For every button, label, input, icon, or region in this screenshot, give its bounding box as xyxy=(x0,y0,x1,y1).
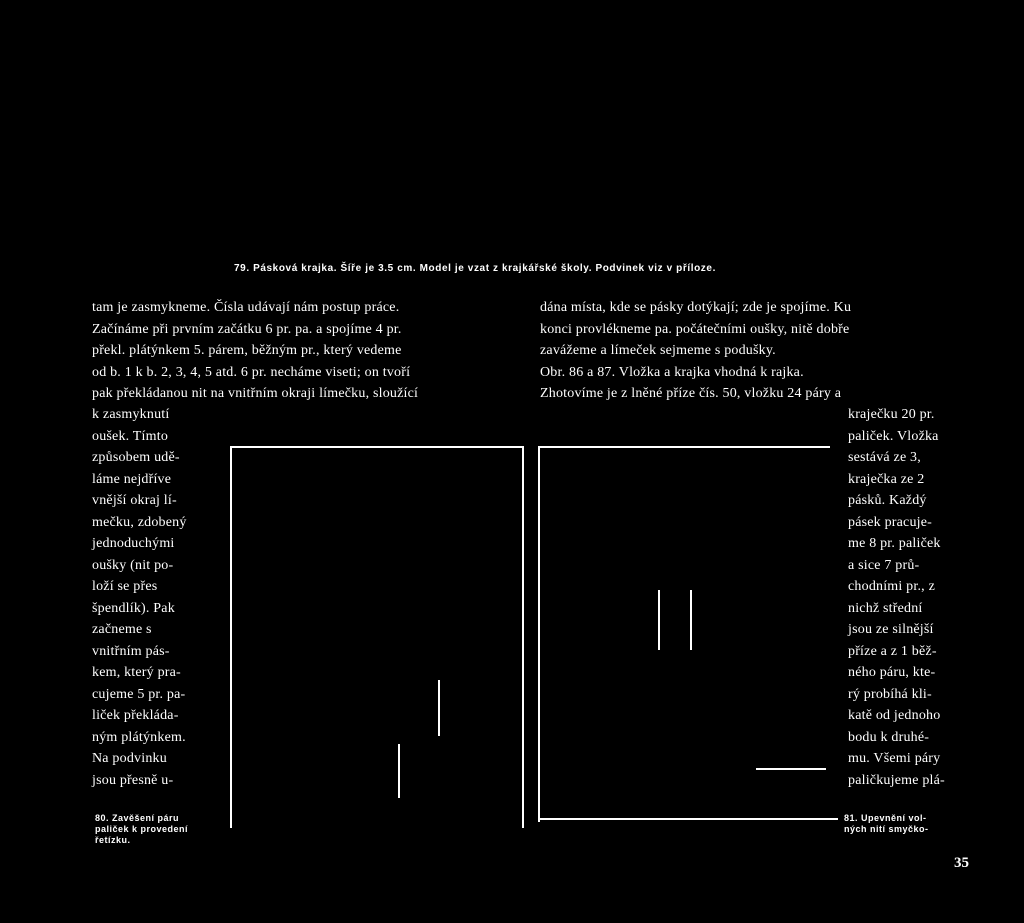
text-line: bodu k druhé- xyxy=(848,729,930,745)
text-line: dána místa, kde se pásky dotýkají; zde je spojíme. Ku xyxy=(540,300,852,315)
text-line: jsou ze silnější xyxy=(848,622,934,637)
figure-81-base xyxy=(538,818,838,820)
text-line: konci provlékneme pa. počátečními oušky, nitě dobře xyxy=(540,321,850,337)
figure-81-frame xyxy=(538,446,830,822)
text-line: kem, který pra- xyxy=(92,665,181,680)
text-line: ným plátýnkem. xyxy=(92,729,186,745)
text-line: pak překládanou nit na vnitřním okraji límečku, sloužící xyxy=(92,386,419,401)
figure-81-tick xyxy=(756,768,826,770)
text-line: Obr. 86 a 87. Vložka a krajka vhodná k rajka. xyxy=(540,364,804,380)
text-column-right xyxy=(848,404,982,791)
figure-80-thread xyxy=(438,680,440,736)
text-line: příze a z 1 běž- xyxy=(848,643,937,659)
text-line: zavážeme a límeček sejmeme s podušky. xyxy=(540,343,776,358)
text-line: cujeme 5 pr. pa- xyxy=(92,686,186,702)
text-line: Začínáme při prvním začátku 6 pr. pa. a spojíme 4 pr. xyxy=(92,321,402,337)
text-line: tam je zasmykneme. Čísla udávají nám postup práce. xyxy=(92,300,400,315)
figure-80-frame xyxy=(230,446,524,828)
text-line: katě od jednoho xyxy=(848,708,941,723)
figure-caption-81 xyxy=(844,813,929,835)
text-block-top-left xyxy=(92,297,524,405)
text-line: ného páru, kte- xyxy=(848,665,936,680)
text-line: pásků. Každý xyxy=(848,493,927,508)
text-line: liček překláda- xyxy=(92,708,179,723)
text-line: kraječka ze 2 xyxy=(848,471,925,487)
figure-80-thread xyxy=(398,744,400,798)
text-line: láme nejdříve xyxy=(92,471,172,487)
text-line: k zasmyknutí xyxy=(92,407,170,422)
text-line: pásek pracuje- xyxy=(848,514,933,530)
text-line: paličkujeme plá- xyxy=(848,772,945,788)
text-line: nichž střední xyxy=(848,600,923,616)
text-column-left xyxy=(92,404,218,791)
text-line: vnitřním pás- xyxy=(92,643,170,659)
text-line: rý probíhá kli- xyxy=(848,686,932,702)
page-number: 35 xyxy=(954,855,969,871)
caption-line: paliček k provedení xyxy=(95,824,189,834)
figure-caption-79: 79. Pásková krajka. Šíře je 3.5 cm. Model je vzat z krajkářské školy. Podvinek viz v příloze. xyxy=(234,263,716,274)
caption-line: ných nití smyčko- xyxy=(844,824,929,834)
text-line: mečku, zdobený xyxy=(92,514,187,530)
text-line: překl. plátýnkem 5. párem, běžným pr., který vedeme xyxy=(92,343,402,358)
text-line: chodními pr., z xyxy=(848,579,935,594)
text-line: způsobem udě- xyxy=(92,450,180,465)
text-line: oušek. Tímto xyxy=(92,428,169,444)
text-line: kraječku 20 pr. xyxy=(848,407,935,422)
text-line: me 8 pr. paliček xyxy=(848,536,941,551)
caption-line: 81. Upevnění vol- xyxy=(844,813,927,823)
text-line: paliček. Vložka xyxy=(848,428,939,444)
text-line: začneme s xyxy=(92,622,152,637)
text-line: jsou přesně u- xyxy=(92,772,174,788)
text-line: od b. 1 k b. 2, 3, 4, 5 atd. 6 pr. necháme viseti; on tvoří xyxy=(92,364,411,380)
text-line: sestává ze 3, xyxy=(848,450,921,465)
text-line: vnější okraj lí- xyxy=(92,493,177,508)
caption-line: řetízku. xyxy=(95,835,131,845)
text-line: jednoduchými xyxy=(92,536,175,551)
text-block-top-right xyxy=(540,297,960,405)
figure-caption-80 xyxy=(95,813,188,846)
text-line: a sice 7 prů- xyxy=(848,557,920,573)
figure-81-thread xyxy=(690,590,692,650)
caption-line: 80. Zavěšení páru xyxy=(95,813,180,823)
text-line: špendlík). Pak xyxy=(92,600,175,616)
text-line: Zhotovíme je z lněné příze čís. 50, vložku 24 páry a xyxy=(540,386,842,401)
text-line: Na podvinku xyxy=(92,751,167,766)
figure-81-thread xyxy=(658,590,660,650)
text-line: oušky (nit po- xyxy=(92,557,174,573)
text-line: loží se přes xyxy=(92,579,158,594)
text-line: mu. Všemi páry xyxy=(848,751,941,766)
